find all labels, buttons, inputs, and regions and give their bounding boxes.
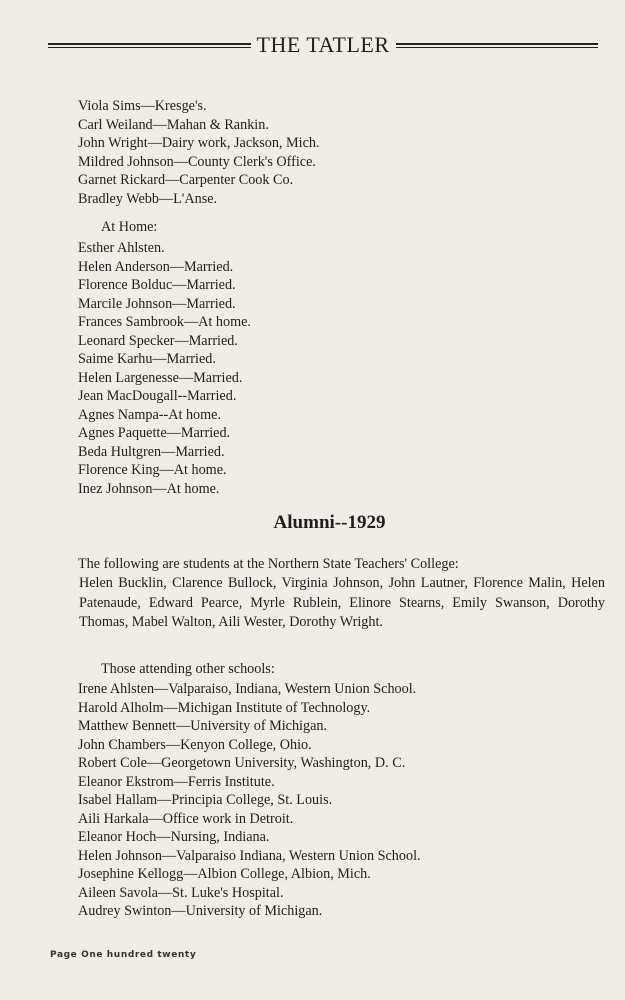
list-item: Aileen Savola—St. Luke's Hospital. — [78, 884, 284, 901]
list-item: Eleanor Hoch—Nursing, Indiana. — [78, 829, 270, 845]
at-home-list — [78, 239, 578, 498]
list-item: Viola Sims—Kresge's. — [78, 98, 207, 114]
list-item: Helen Johnson—Valparaiso Indiana, Western Union School. — [78, 847, 421, 864]
header-rule-right — [396, 43, 599, 48]
list-item: Esther Ahlsten. — [78, 240, 165, 256]
list-item: Audrey Swinton—University of Michigan. — [78, 903, 323, 919]
other-schools-list — [78, 680, 578, 921]
list-item: Frances Sambrook—At home. — [78, 314, 251, 330]
list-item: Isabel Hallam—Principia College, St. Louis. — [78, 792, 333, 808]
alumni-section-title: Alumni--1929 — [273, 512, 386, 533]
list-item: Eleanor Ekstrom—Ferris Institute. — [78, 773, 275, 790]
list-item: Inez Johnson—At home. — [78, 480, 220, 497]
list-item: Saime Karhu—Married. — [78, 351, 216, 367]
list-item: Mildred Johnson—County Clerk's Office. — [78, 153, 316, 170]
alumni-intro: The following are students at the Northern State Teachers' College: — [78, 556, 459, 572]
list-item: Carl Weiland—Mahan & Rankin. — [78, 116, 269, 133]
page-header — [48, 30, 598, 60]
list-item: Irene Ahlsten—Valparaiso, Indiana, Western Union School. — [78, 681, 417, 697]
list-item: Bradley Webb—L'Anse. — [78, 190, 218, 207]
list-item: Agnes Nampa--At home. — [78, 406, 222, 423]
list-item: John Chambers—Kenyon College, Ohio. — [78, 736, 312, 753]
list-item: Robert Cole—Georgetown University, Washington, D. C. — [78, 755, 406, 771]
list-item: Helen Anderson—Married. — [78, 258, 234, 275]
page-number: Page One hundred twenty — [50, 950, 197, 960]
employed-list — [78, 97, 578, 208]
list-item: Florence King—At home. — [78, 462, 227, 478]
list-item: Florence Bolduc—Married. — [78, 277, 236, 293]
page-title: THE TATLER — [256, 32, 390, 57]
list-item: Matthew Bennett—University of Michigan. — [78, 718, 328, 734]
list-item: John Wright—Dairy work, Jackson, Mich. — [78, 135, 320, 151]
list-item: Garnet Rickard—Carpenter Cook Co. — [78, 172, 294, 188]
list-item: Marcile Johnson—Married. — [78, 295, 236, 312]
other-schools-heading: Those attending other schools: — [101, 661, 275, 677]
list-item: Helen Largenesse—Married. — [78, 369, 243, 386]
at-home-heading: At Home: — [101, 219, 158, 235]
list-item: Beda Hultgren—Married. — [78, 443, 225, 460]
list-item: Harold Alholm—Michigan Institute of Technology. — [78, 699, 371, 716]
header-rule-left — [48, 43, 251, 48]
list-item: Agnes Paquette—Married. — [78, 425, 231, 441]
list-item: Aili Harkala—Office work in Detroit. — [78, 810, 294, 827]
list-item: Josephine Kellogg—Albion College, Albion, Mich. — [78, 866, 371, 882]
college-students-paragraph: Helen Bucklin, Clarence Bullock, Virginia Johnson, John Lautner, Florence Malin, Helen Patenaude, Edward Pearce, Myrle Rublein, Elinore Stearns, Emily Swanson, Dorothy Thomas, Mabel Walton, Aili Wester, Dorothy Wright. — [79, 575, 605, 630]
list-item: Leonard Specker—Married. — [78, 332, 238, 349]
list-item: Jean MacDougall--Married. — [78, 388, 237, 404]
